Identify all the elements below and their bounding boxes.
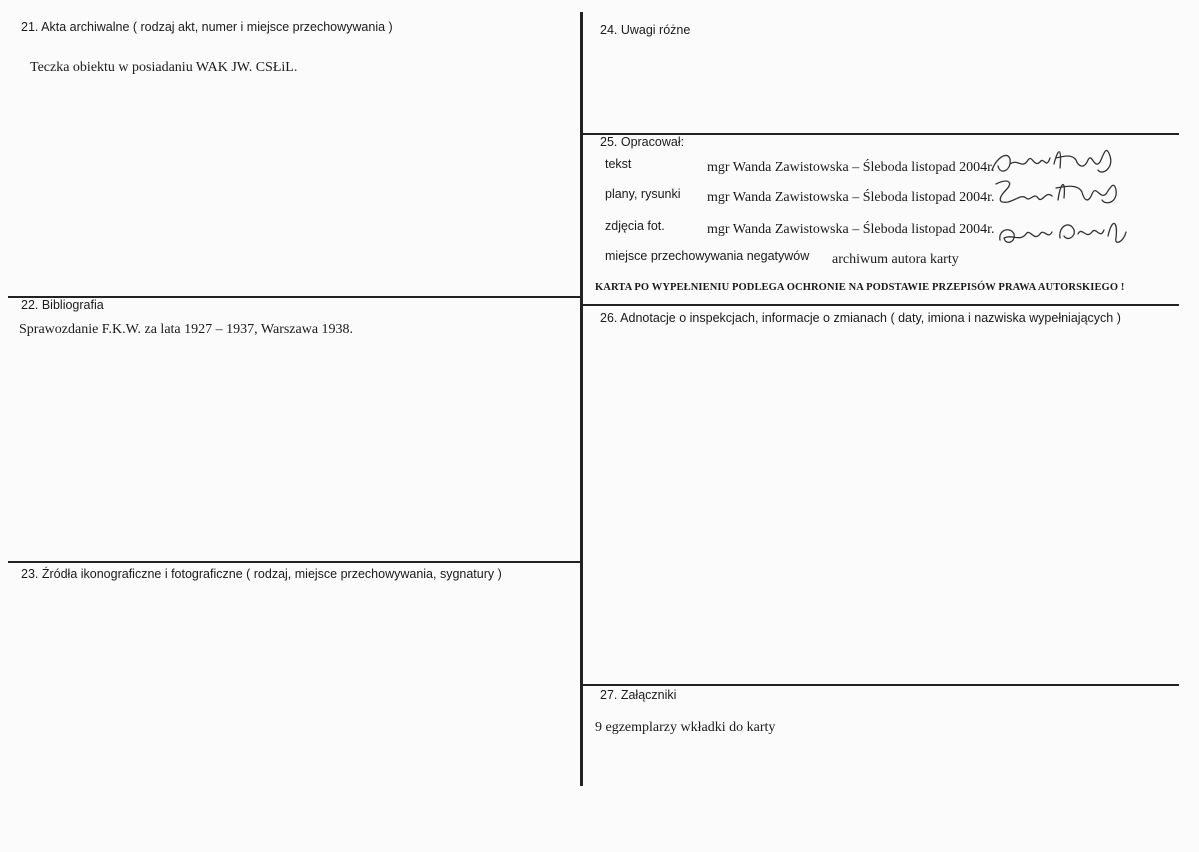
section-27-heading: 27. Załączniki <box>600 688 677 702</box>
author-row-label: zdjęcia fot. <box>605 219 665 233</box>
author-row-value: mgr Wanda Zawistowska – Śleboda listopad 2004r. <box>707 222 995 237</box>
section-24-heading: 24. Uwagi różne <box>600 23 691 37</box>
copyright-notice: KARTA PO WYPEŁNIENIU PODLEGA OCHRONIE NA PODSTAWIE PRZEPISÓW PRAWA AUTORSKIEGO ! <box>595 282 1125 293</box>
signature-3 <box>994 212 1129 254</box>
section-27-value: 9 egzemplarzy wkładki do karty <box>595 720 776 735</box>
section-23-heading: 23. Źródła ikonograficzne i fotograficzne ( rodzaj, miejsce przechowywania, sygnatury ) <box>21 567 502 581</box>
center-divider <box>580 12 583 786</box>
divider-22-23 <box>8 561 580 563</box>
negatives-storage-label: miejsce przechowywania negatywów <box>605 249 810 263</box>
section-25-heading: 25. Opracował: <box>600 135 685 149</box>
signature-2 <box>992 172 1120 214</box>
author-row-value: mgr Wanda Zawistowska – Śleboda listopad 2004r. <box>707 160 995 175</box>
section-22-heading: 22. Bibliografia <box>21 298 104 312</box>
section-21-value: Teczka obiektu w posiadaniu WAK JW. CSŁiL. <box>30 60 298 75</box>
section-22-value: Sprawozdanie F.K.W. za lata 1927 – 1937, Warszawa 1938. <box>19 322 354 337</box>
divider-25-26 <box>583 304 1179 306</box>
author-row-label: plany, rysunki <box>605 187 681 201</box>
negatives-storage-value: archiwum autora karty <box>832 252 959 267</box>
author-row-value: mgr Wanda Zawistowska – Śleboda listopad 2004r. <box>707 190 995 205</box>
author-row-label: tekst <box>605 157 632 171</box>
section-21-heading: 21. Akta archiwalne ( rodzaj akt, numer i miejsce przechowywania ) <box>21 20 393 34</box>
divider-26-27 <box>583 684 1179 686</box>
section-26-heading: 26. Adnotacje o inspekcjach, informacje o zmianach ( daty, imiona i nazwiska wypełniających ) <box>600 311 1121 325</box>
